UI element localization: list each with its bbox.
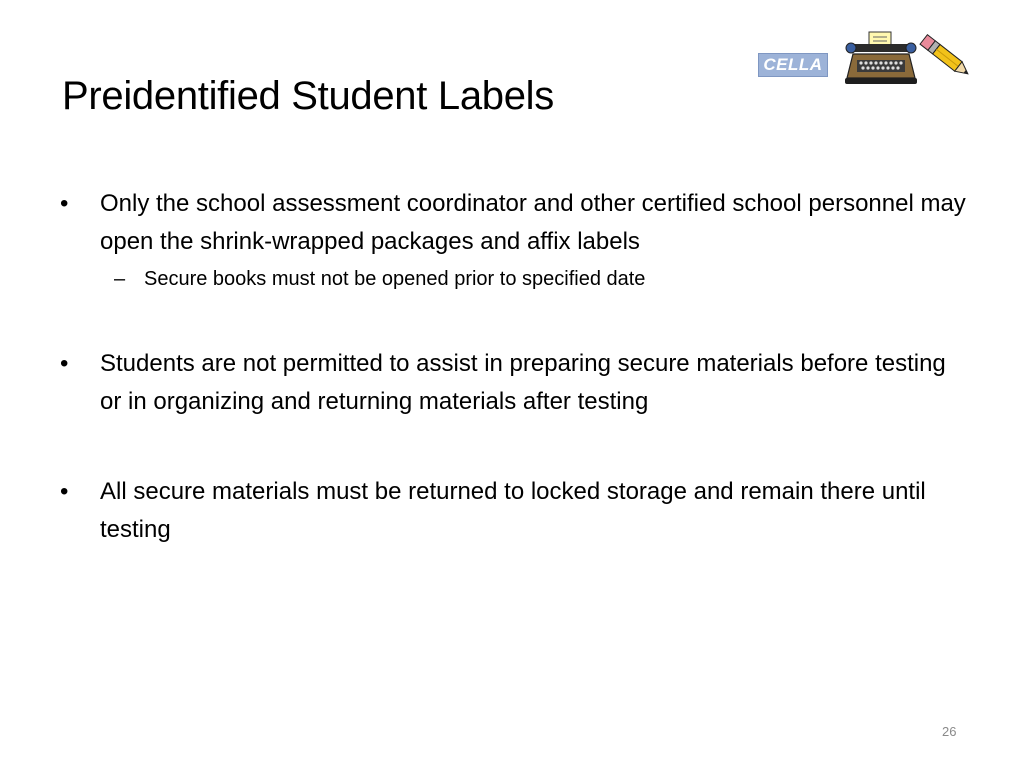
bullet-item <box>60 345 970 421</box>
sub-bullet-marker: – <box>114 268 126 290</box>
bullet-text: Only the school assessment coordinator and other certified school personnel may open the shrink-wrapped packages and affix labels <box>100 190 966 255</box>
slide-title: Preidentified Student Labels <box>62 74 554 118</box>
bullet-list <box>60 185 970 549</box>
sub-bullet-item <box>60 265 970 293</box>
cella-logo-text: CELLA <box>763 55 823 74</box>
bullet-marker: • <box>60 190 69 217</box>
bullet-text: All secure materials must be returned to locked storage and remain there until testing <box>100 478 926 543</box>
page-number: 26 <box>942 724 957 739</box>
sub-bullet-text: Secure books must not be opened prior to specified date <box>144 268 646 290</box>
cella-logo <box>758 53 828 77</box>
pencil-icon <box>916 30 974 82</box>
bullet-text: Students are not permitted to assist in preparing secure materials before testing or in organizing and returning materials after testing <box>100 350 946 415</box>
bullet-marker: • <box>60 478 69 505</box>
bullet-item <box>60 473 970 549</box>
bullet-marker: • <box>60 350 69 377</box>
bullet-item <box>60 185 970 261</box>
typewriter-icon <box>843 30 919 86</box>
